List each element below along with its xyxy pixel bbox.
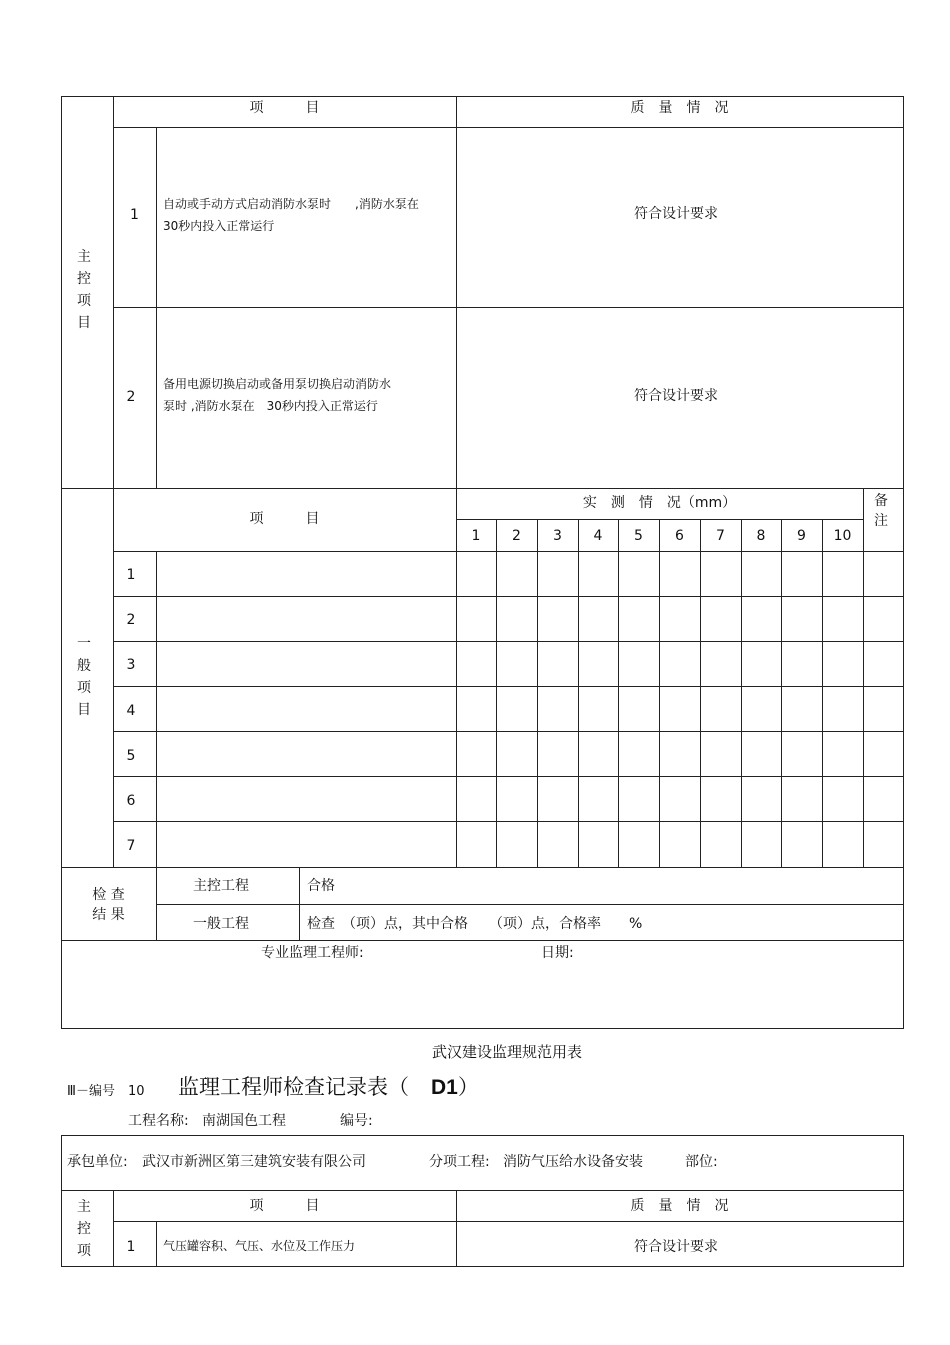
- footer-caption: 武汉建设监理规范用表: [432, 1043, 583, 1061]
- measure-col: 7: [716, 528, 725, 544]
- table1-header-quality: 质 量 情 况: [630, 100, 729, 116]
- measure-col: 2: [512, 528, 521, 544]
- measure-col: 4: [593, 528, 603, 544]
- check-result-label: 检 查 结 果: [92, 887, 125, 923]
- remark-header: 备 注: [874, 493, 888, 529]
- check-main-value: 合格: [307, 878, 335, 894]
- project-name-label: 工程名称:: [128, 1113, 189, 1129]
- measure-col: 3: [553, 528, 562, 544]
- form2-main-section-label: 主 控 项: [77, 1199, 91, 1259]
- form2-title: [178, 1077, 479, 1098]
- form2-title-close: ）: [457, 1075, 479, 1099]
- measure-col: 6: [675, 528, 684, 544]
- general-header-item: 项 目: [249, 511, 320, 527]
- form2-row1-desc: 气压罐容积、气压、水位及工作压力: [163, 1239, 356, 1253]
- main-item-1-no: 1: [130, 207, 139, 223]
- general-row-no: 7: [126, 838, 136, 854]
- main-item-1-desc-line1: 自动或手动方式启动消防水泵时 ,消防水泵在: [163, 197, 419, 211]
- main-item-2-no: 2: [126, 389, 136, 405]
- measure-col: 8: [756, 528, 766, 544]
- main-item-1-quality: 符合设计要求: [634, 206, 718, 222]
- measure-col: 10: [833, 528, 852, 544]
- main-item-2-desc-line2: 泵时 ,消防水泵在 30秒内投入正常运行: [163, 399, 378, 413]
- form2-code: Ⅲ－编号 10: [67, 1084, 145, 1099]
- subproject-label: 分项工程:: [429, 1154, 490, 1170]
- number-label: 编号:: [340, 1113, 373, 1129]
- form2-row1-no: 1: [126, 1239, 136, 1255]
- measure-col: 1: [471, 528, 481, 544]
- contractor-value: 武汉市新洲区第三建筑安装有限公司: [142, 1154, 366, 1170]
- location-label: 部位:: [685, 1154, 718, 1170]
- check-main-label: 主控工程: [193, 878, 249, 894]
- measure-header: 实 测 情 况（mm）: [582, 495, 737, 511]
- project-name-value: 南湖国色工程: [202, 1113, 286, 1129]
- engineer-label: 专业监理工程师:: [261, 945, 364, 961]
- general-row-no: 5: [126, 748, 136, 764]
- date-label: 日期:: [541, 945, 574, 961]
- form2-header-item: 项 目: [249, 1198, 320, 1214]
- main-section-label: 主 控 项 目: [77, 249, 91, 331]
- general-row-no: 4: [126, 703, 136, 719]
- main-item-2-desc-line1: 备用电源切换启动或备用泵切换启动消防水: [163, 377, 392, 391]
- form2-title-text: 监理工程师检查记录表（: [178, 1075, 409, 1099]
- general-row-no: 1: [126, 567, 136, 583]
- measure-col: 5: [634, 528, 643, 544]
- check-general-label: 一般工程: [193, 916, 249, 932]
- main-item-1-desc-line2: 30秒内投入正常运行: [163, 219, 275, 233]
- form2-row1-quality: 符合设计要求: [634, 1239, 718, 1255]
- measure-col: 9: [797, 528, 806, 544]
- main-item-2-quality: 符合设计要求: [634, 388, 718, 404]
- form2-title-code: D1: [431, 1076, 458, 1099]
- general-row-no: 3: [126, 657, 136, 673]
- general-row-no: 6: [126, 793, 136, 809]
- general-section-label: 一 般 项 目: [77, 636, 91, 718]
- subproject-value: 消防气压给水设备安装: [503, 1154, 643, 1170]
- general-row-no: 2: [126, 612, 136, 628]
- form2-header-quality: 质 量 情 况: [630, 1198, 729, 1214]
- table1-header-item: 项 目: [249, 100, 320, 116]
- contractor-label: 承包单位:: [67, 1154, 128, 1170]
- check-general-value: 检查 （项）点，其中合格 （项）点，合格率 %: [307, 916, 643, 932]
